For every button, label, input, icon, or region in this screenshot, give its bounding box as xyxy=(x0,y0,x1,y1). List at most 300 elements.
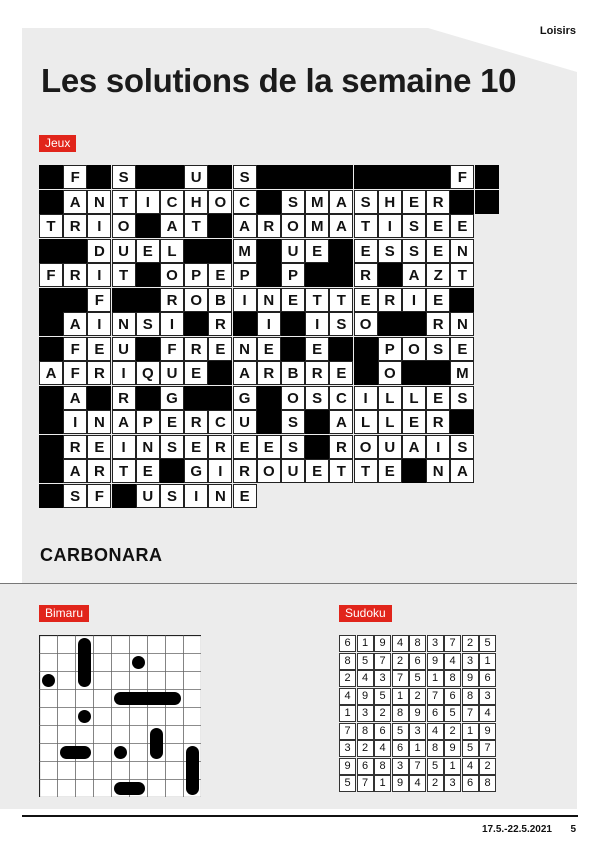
crossword-letter: O xyxy=(184,288,208,312)
crossword-letter: S xyxy=(233,165,257,189)
crossword-black-cell xyxy=(475,165,499,189)
crossword-black-cell xyxy=(257,263,281,287)
crossword-black-cell xyxy=(305,410,329,434)
crossword-letter: S xyxy=(281,190,305,214)
crossword-letter: T xyxy=(354,459,378,483)
crossword-letter: T xyxy=(354,214,378,238)
crossword-letter: U xyxy=(112,239,136,263)
crossword-letter: T xyxy=(39,214,63,238)
crossword-black-cell xyxy=(39,386,63,410)
bimaru-ship-segment xyxy=(130,692,148,705)
crossword-letter: P xyxy=(281,263,305,287)
bimaru-ship-end xyxy=(76,746,92,759)
crossword-letter: G xyxy=(233,386,257,410)
crossword-black-cell xyxy=(184,386,208,410)
sudoku-cell: 1 xyxy=(339,705,356,722)
crossword-letter: N xyxy=(208,484,232,508)
sudoku-cell: 9 xyxy=(409,705,426,722)
sudoku-cell: 3 xyxy=(374,670,391,687)
crossword-letter: M xyxy=(450,361,474,385)
crossword-letter: N xyxy=(87,190,111,214)
crossword-letter: N xyxy=(426,459,450,483)
crossword-letter: E xyxy=(233,435,257,459)
sudoku-cell: 3 xyxy=(444,775,461,792)
crossword-letter: R xyxy=(426,410,450,434)
bimaru-ship-end xyxy=(186,746,199,762)
crossword-letter: P xyxy=(136,410,160,434)
bimaru-ship-segment xyxy=(78,654,91,672)
crossword-letter: A xyxy=(63,312,87,336)
crossword-letter: B xyxy=(281,361,305,385)
crossword-letter: C xyxy=(329,386,353,410)
crossword-letter: S xyxy=(160,435,184,459)
sudoku-cell: 8 xyxy=(392,705,409,722)
crossword-letter: D xyxy=(87,239,111,263)
crossword-letter: T xyxy=(112,263,136,287)
crossword-black-cell xyxy=(402,361,426,385)
crossword-black-cell xyxy=(281,337,305,361)
crossword-letter: C xyxy=(160,190,184,214)
sudoku-cell: 8 xyxy=(374,758,391,775)
crossword-letter: N xyxy=(450,312,474,336)
crossword-letter: A xyxy=(39,361,63,385)
sudoku-cell: 5 xyxy=(409,670,426,687)
crossword-letter: I xyxy=(208,459,232,483)
crossword-letter: R xyxy=(305,361,329,385)
crossword-letter: U xyxy=(281,459,305,483)
sudoku-cell: 5 xyxy=(339,775,356,792)
crossword-letter: E xyxy=(257,435,281,459)
crossword-letter: P xyxy=(233,263,257,287)
sudoku-cell: 5 xyxy=(427,758,444,775)
crossword-letter: E xyxy=(426,386,450,410)
crossword-letter: I xyxy=(426,435,450,459)
crossword-letter: R xyxy=(87,459,111,483)
crossword-black-cell xyxy=(233,312,257,336)
sudoku-cell: 4 xyxy=(339,688,356,705)
sudoku-cell: 2 xyxy=(479,758,496,775)
crossword-black-cell xyxy=(136,214,160,238)
sudoku-cell: 7 xyxy=(479,740,496,757)
crossword-letter: F xyxy=(63,361,87,385)
sudoku-cell: 6 xyxy=(462,775,479,792)
crossword-letter: N xyxy=(257,288,281,312)
crossword-letter: E xyxy=(281,288,305,312)
crossword-letter: T xyxy=(329,288,353,312)
sudoku-cell: 8 xyxy=(462,688,479,705)
sudoku-cell: 9 xyxy=(339,758,356,775)
bimaru-ship-segment xyxy=(186,762,199,780)
crossword-black-cell xyxy=(426,165,450,189)
sudoku-cell: 9 xyxy=(357,688,374,705)
crossword-letter: O xyxy=(281,214,305,238)
crossword-letter: O xyxy=(354,435,378,459)
crossword-letter: A xyxy=(402,263,426,287)
crossword-letter: E xyxy=(329,361,353,385)
sudoku-cell: 3 xyxy=(409,723,426,740)
sudoku-cell: 7 xyxy=(357,775,374,792)
crossword-letter: R xyxy=(160,288,184,312)
crossword-letter: S xyxy=(112,165,136,189)
games-tag: Jeux xyxy=(39,135,76,152)
crossword-letter: P xyxy=(378,337,402,361)
sudoku-cell: 4 xyxy=(409,775,426,792)
crossword-black-cell xyxy=(450,190,474,214)
crossword-letter: O xyxy=(208,190,232,214)
crossword-black-cell xyxy=(329,239,353,263)
crossword-black-cell xyxy=(305,263,329,287)
crossword-letter: I xyxy=(63,410,87,434)
sudoku-cell: 5 xyxy=(444,705,461,722)
sudoku-cell: 2 xyxy=(462,635,479,652)
crossword-black-cell xyxy=(378,263,402,287)
bimaru-ship-end xyxy=(78,672,91,688)
crossword-letter: R xyxy=(208,312,232,336)
crossword-letter: I xyxy=(184,484,208,508)
crossword-black-cell xyxy=(39,190,63,214)
crossword-letter: E xyxy=(305,239,329,263)
crossword-letter: R xyxy=(184,337,208,361)
sudoku-cell: 9 xyxy=(427,653,444,670)
crossword-letter: S xyxy=(305,386,329,410)
crossword-letter: I xyxy=(87,263,111,287)
bimaru-submarine xyxy=(78,710,91,723)
sudoku-cell: 8 xyxy=(427,740,444,757)
crossword-letter: T xyxy=(305,288,329,312)
crossword-letter: A xyxy=(450,459,474,483)
sudoku-cell: 4 xyxy=(392,635,409,652)
crossword-letter: R xyxy=(257,214,281,238)
crossword-letter: A xyxy=(402,435,426,459)
crossword-black-cell xyxy=(257,239,281,263)
crossword-black-cell xyxy=(257,386,281,410)
crossword-letter: H xyxy=(184,190,208,214)
crossword-letter: E xyxy=(426,288,450,312)
crossword-letter: S xyxy=(402,239,426,263)
sudoku-cell: 9 xyxy=(479,723,496,740)
crossword-letter: N xyxy=(136,435,160,459)
sudoku-cell: 2 xyxy=(444,723,461,740)
crossword-black-cell xyxy=(475,190,499,214)
crossword-black-cell xyxy=(281,165,305,189)
crossword-letter: U xyxy=(378,435,402,459)
crossword-letter: R xyxy=(63,214,87,238)
sudoku-cell: 1 xyxy=(444,758,461,775)
crossword-letter: F xyxy=(160,337,184,361)
crossword-letter: E xyxy=(305,337,329,361)
crossword-letter: E xyxy=(450,337,474,361)
crossword-black-cell xyxy=(354,165,378,189)
crossword-letter: E xyxy=(354,288,378,312)
crossword-letter: S xyxy=(450,435,474,459)
crossword-black-cell xyxy=(136,165,160,189)
sudoku-cell: 9 xyxy=(444,740,461,757)
crossword-letter: S xyxy=(402,214,426,238)
bimaru-ship-end xyxy=(166,692,182,705)
sudoku-cell: 6 xyxy=(392,740,409,757)
sudoku-cell: 4 xyxy=(462,758,479,775)
crossword-letter: R xyxy=(329,435,353,459)
sudoku-cell: 4 xyxy=(444,653,461,670)
crossword-letter: F xyxy=(63,337,87,361)
crossword-letter: E xyxy=(402,190,426,214)
bimaru-submarine xyxy=(114,746,127,759)
crossword-letter: R xyxy=(63,263,87,287)
crossword-letter: T xyxy=(112,190,136,214)
crossword-black-cell xyxy=(87,386,111,410)
page-title: Les solutions de la semaine 10 xyxy=(41,62,517,99)
crossword-letter: I xyxy=(87,214,111,238)
crossword-letter: E xyxy=(305,459,329,483)
sudoku-cell: 1 xyxy=(392,688,409,705)
sudoku-cell: 3 xyxy=(427,635,444,652)
crossword-black-cell xyxy=(160,459,184,483)
bimaru-ship-end xyxy=(114,782,130,795)
crossword-letter: E xyxy=(450,214,474,238)
crossword-letter: L xyxy=(402,386,426,410)
bimaru-ship-end xyxy=(60,746,76,759)
sudoku-cell: 5 xyxy=(357,653,374,670)
crossword-black-cell xyxy=(39,435,63,459)
sudoku-cell: 6 xyxy=(357,758,374,775)
crossword-letter: G xyxy=(184,459,208,483)
crossword-letter: E xyxy=(184,435,208,459)
issue-date: 17.5.-22.5.2021 xyxy=(481,824,552,835)
crossword-letter: E xyxy=(426,214,450,238)
sudoku-cell: 4 xyxy=(357,670,374,687)
bimaru-ship-segment xyxy=(148,692,166,705)
crossword-black-cell xyxy=(39,337,63,361)
crossword-letter: I xyxy=(378,214,402,238)
bimaru-submarine xyxy=(132,656,145,669)
crossword-black-cell xyxy=(450,410,474,434)
sudoku-cell: 2 xyxy=(339,670,356,687)
crossword-black-cell xyxy=(402,165,426,189)
crossword-letter: S xyxy=(136,312,160,336)
crossword-letter: S xyxy=(281,410,305,434)
sudoku-cell: 1 xyxy=(479,653,496,670)
page-number: 5 xyxy=(570,824,576,835)
crossword-letter: N xyxy=(87,410,111,434)
sudoku-cell: 3 xyxy=(339,740,356,757)
crossword-black-cell xyxy=(136,288,160,312)
crossword-black-cell xyxy=(63,239,87,263)
crossword-black-cell xyxy=(208,214,232,238)
crossword-black-cell xyxy=(39,165,63,189)
crossword-letter: N xyxy=(233,337,257,361)
crossword-letter: T xyxy=(112,459,136,483)
crossword-black-cell xyxy=(39,484,63,508)
crossword-letter: I xyxy=(305,312,329,336)
crossword-letter: S xyxy=(450,386,474,410)
bimaru-ship-end xyxy=(114,692,130,705)
crossword-letter: E xyxy=(233,484,257,508)
crossword-letter: A xyxy=(160,214,184,238)
crossword-letter: O xyxy=(112,214,136,238)
sudoku-cell: 3 xyxy=(479,688,496,705)
crossword-letter: A xyxy=(233,361,257,385)
crossword-black-cell xyxy=(208,239,232,263)
sudoku-cell: 5 xyxy=(462,740,479,757)
sudoku-cell: 4 xyxy=(479,705,496,722)
crossword-letter: E xyxy=(378,459,402,483)
crossword-letter: R xyxy=(426,312,450,336)
sudoku-cell: 2 xyxy=(357,740,374,757)
crossword-letter: O xyxy=(402,337,426,361)
crossword-black-cell xyxy=(402,312,426,336)
crossword-letter: E xyxy=(184,361,208,385)
sudoku-cell: 3 xyxy=(462,653,479,670)
crossword-letter: E xyxy=(87,435,111,459)
crossword-letter: B xyxy=(208,288,232,312)
crossword-letter: R xyxy=(233,459,257,483)
section-label: Loisirs xyxy=(539,25,576,37)
sudoku-cell: 1 xyxy=(462,723,479,740)
crossword-letter: E xyxy=(354,239,378,263)
crossword-letter: M xyxy=(305,190,329,214)
sudoku-cell: 9 xyxy=(374,635,391,652)
sudoku-cell: 5 xyxy=(392,723,409,740)
crossword-letter: I xyxy=(87,312,111,336)
crossword-letter: N xyxy=(450,239,474,263)
crossword-letter: E xyxy=(402,410,426,434)
crossword-letter: C xyxy=(233,190,257,214)
crossword-letter: U xyxy=(160,361,184,385)
crossword-letter: O xyxy=(378,361,402,385)
crossword-black-cell xyxy=(39,239,63,263)
bimaru-tag: Bimaru xyxy=(39,605,89,622)
crossword-letter: I xyxy=(160,312,184,336)
bimaru-ship-end xyxy=(150,744,163,760)
crossword-letter: L xyxy=(378,386,402,410)
crossword-letter: R xyxy=(208,435,232,459)
sudoku-cell: 2 xyxy=(427,775,444,792)
crossword-letter: S xyxy=(63,484,87,508)
crossword-letter: E xyxy=(136,239,160,263)
crossword-black-cell xyxy=(112,288,136,312)
sudoku-cell: 6 xyxy=(409,653,426,670)
sudoku-cell: 8 xyxy=(409,635,426,652)
crossword-letter: F xyxy=(87,288,111,312)
crossword-letter: M xyxy=(233,239,257,263)
crossword-letter: S xyxy=(160,484,184,508)
crossword-letter: T xyxy=(329,459,353,483)
crossword-black-cell xyxy=(329,165,353,189)
crossword-letter: S xyxy=(426,337,450,361)
crossword-letter: L xyxy=(354,410,378,434)
sudoku-cell: 6 xyxy=(444,688,461,705)
sudoku-cell: 3 xyxy=(357,705,374,722)
crossword-black-cell xyxy=(112,484,136,508)
crossword-black-cell xyxy=(305,165,329,189)
sudoku-cell: 7 xyxy=(374,653,391,670)
sudoku-cell: 8 xyxy=(479,775,496,792)
crossword-black-cell xyxy=(39,410,63,434)
crossword-letter: A xyxy=(329,410,353,434)
crossword-black-cell xyxy=(87,165,111,189)
crossword-black-cell xyxy=(402,459,426,483)
crossword-letter: F xyxy=(450,165,474,189)
bimaru-grid xyxy=(39,635,201,797)
crossword-letter: L xyxy=(160,239,184,263)
sudoku-cell: 1 xyxy=(374,775,391,792)
crossword-letter: R xyxy=(112,386,136,410)
crossword-letter: R xyxy=(354,263,378,287)
crossword-letter: T xyxy=(184,214,208,238)
crossword-letter: F xyxy=(87,484,111,508)
crossword-letter: E xyxy=(208,263,232,287)
crossword-black-cell xyxy=(426,361,450,385)
crossword-letter: Q xyxy=(136,361,160,385)
crossword-letter: O xyxy=(281,386,305,410)
crossword-letter: O xyxy=(160,263,184,287)
footer-rule xyxy=(22,815,578,817)
crossword-letter: S xyxy=(329,312,353,336)
crossword-letter: E xyxy=(208,337,232,361)
sudoku-cell: 1 xyxy=(357,635,374,652)
sudoku-cell: 2 xyxy=(374,705,391,722)
sudoku-cell: 8 xyxy=(357,723,374,740)
sudoku-cell: 7 xyxy=(427,688,444,705)
crossword-letter: E xyxy=(426,239,450,263)
crossword-letter: O xyxy=(354,312,378,336)
sudoku-cell: 6 xyxy=(339,635,356,652)
crossword-black-cell xyxy=(329,263,353,287)
crossword-letter: R xyxy=(63,435,87,459)
crossword-black-cell xyxy=(281,312,305,336)
crossword-black-cell xyxy=(184,312,208,336)
bimaru-ship-end xyxy=(78,638,91,654)
crossword-letter: R xyxy=(378,288,402,312)
sudoku-cell: 8 xyxy=(444,670,461,687)
sudoku-cell: 2 xyxy=(392,653,409,670)
bimaru-ship-end xyxy=(130,782,146,795)
sudoku-cell: 9 xyxy=(462,670,479,687)
crossword-black-cell xyxy=(136,386,160,410)
crossword-letter: S xyxy=(354,190,378,214)
crossword-letter: E xyxy=(160,410,184,434)
crossword-black-cell xyxy=(329,337,353,361)
sudoku-cell: 2 xyxy=(409,688,426,705)
crossword-letter: O xyxy=(257,459,281,483)
crossword-letter: U xyxy=(112,337,136,361)
crossword-answer: CARBONARA xyxy=(40,545,163,565)
crossword-letter: I xyxy=(136,190,160,214)
crossword-letter: A xyxy=(329,190,353,214)
crossword-black-cell xyxy=(160,165,184,189)
crossword-letter: A xyxy=(63,386,87,410)
sudoku-cell: 6 xyxy=(374,723,391,740)
crossword-black-cell xyxy=(39,288,63,312)
sudoku-cell: 4 xyxy=(374,740,391,757)
crossword-letter: A xyxy=(63,190,87,214)
crossword-letter: C xyxy=(208,410,232,434)
crossword-black-cell xyxy=(354,361,378,385)
crossword-letter: L xyxy=(378,410,402,434)
crossword-letter: E xyxy=(136,459,160,483)
sudoku-cell: 3 xyxy=(392,758,409,775)
crossword-letter: I xyxy=(112,435,136,459)
crossword-letter: A xyxy=(233,214,257,238)
crossword-letter: E xyxy=(257,337,281,361)
sudoku-tag: Sudoku xyxy=(339,605,392,622)
crossword-letter: R xyxy=(426,190,450,214)
crossword-letter: A xyxy=(329,214,353,238)
crossword-letter: I xyxy=(112,361,136,385)
crossword-black-cell xyxy=(208,165,232,189)
crossword-letter: U xyxy=(281,239,305,263)
sudoku-cell: 4 xyxy=(427,723,444,740)
